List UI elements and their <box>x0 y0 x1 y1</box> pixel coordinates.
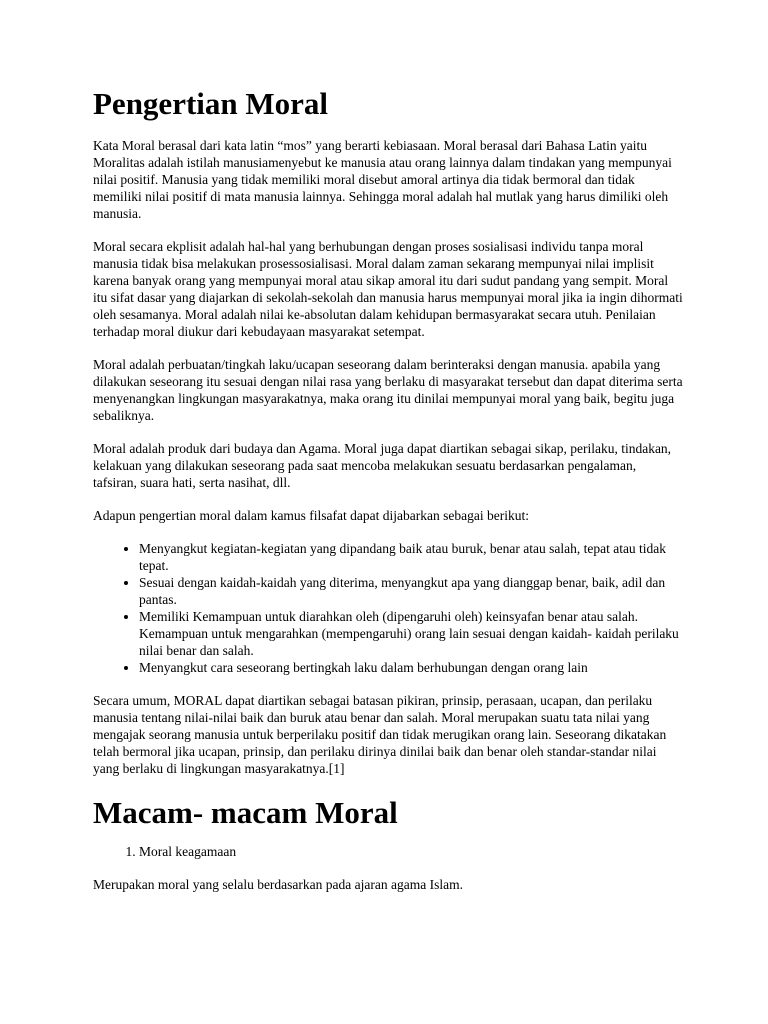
list-item: 1. Moral keagamaan <box>139 843 683 860</box>
paragraph-religious-moral: Merupakan moral yang selalu berdasarkan pada ajaran agama Islam. <box>93 877 463 892</box>
list-item: • Menyangkut cara seseorang bertingkah laku dalam berhubungan dengan orang lain <box>139 659 683 676</box>
paragraph-culture-religion: Moral adalah produk dari budaya dan Agama. Moral juga dapat diartikan sebagai sikap, perilaku, tindakan, kelakuan yang dilakukan seseorang pada saat mencoba melakukan sesuatu berdasarkan pengalaman, tafsiran, suara hati, serta nasihat, dll. <box>93 441 672 490</box>
list-item: • Sesuai dengan kaidah-kaidah yang diterima, menyangkut apa yang dianggap benar, baik, adil dan pantas. <box>139 574 683 608</box>
list-item: • Menyangkut kegiatan-kegiatan yang dipandang baik atau buruk, benar atau salah, tepat atau tidak tepat. <box>139 540 683 574</box>
paragraph-behavior: Moral adalah perbuatan/tingkah laku/ucapan seseorang dalam berinteraksi dengan manusia. apabila yang dilakukan seseorang itu sesuai dengan nilai rasa yang berlaku di masyarakat tersebut dan dapat diterima serta menyenangkan lingkungan masyarakatnya, maka orang itu dinilai mempunyai moral yang baik, begitu juga sebaliknya. <box>93 357 683 423</box>
paragraph-definition: Kata Moral berasal dari kata latin “mos” yang berarti kebiasaan. Moral berasal dari Bahasa Latin yaitu Moralitas adalah istilah manusiamenyebut ke manusia atau orang lainnya dalam tindakan yang mempunyai nilai positif. Manusia yang tidak memiliki moral disebut amoral artinya dia tidak bermoral dan tidak memiliki nilai positif di mata manusia lainnya. Sehingga moral adalah hal mutlak yang harus dimiliki oleh manusia. <box>93 138 672 221</box>
bullet-list <box>93 540 683 676</box>
paragraph-explicit-moral: Moral secara ekplisit adalah hal-hal yang berhubungan dengan proses sosialisasi individu tanpa moral manusia tidak bisa melakukan prosessosialisasi. Moral dalam zaman sekarang mempunyai nilai implisit karena banyak orang yang mempunyai moral atau sikap amoral itu dari sudut pandang yang sempit. Moral itu sifat dasar yang diajarkan di sekolah-sekolah dan manusia harus mempunyai moral jika ia ingin dihormati oleh sesamanya. Moral adalah nilai ke-absolutan dalam kehidupan bermasyarakat secara utuh. Penilaian terhadap moral diukur dari kebudayaan masyarakat setempat. <box>93 239 683 339</box>
list-item: • Memiliki Kemampuan untuk diarahkan oleh (dipengaruhi oleh) keinsyafan benar atau salah. Kemampuan untuk mengarahkan (mempengaruhi) orang lain sesuai dengan kaidah- kaidah perilaku nilai benar dan salah. <box>139 608 683 659</box>
document-page <box>93 84 683 909</box>
section-heading-pengertian-moral: Pengertian Moral <box>93 86 329 121</box>
section-heading-macam-moral: Macam- macam Moral <box>93 795 398 830</box>
numbered-list <box>93 843 683 860</box>
paragraph-philosophy-intro: Adapun pengertian moral dalam kamus filsafat dapat dijabarkan sebagai berikut: <box>93 508 529 523</box>
paragraph-general-meaning: Secara umum, MORAL dapat diartikan sebagai batasan pikiran, prinsip, perasaan, ucapan, dan perilaku manusia tentang nilai-nilai baik dan buruk atau benar dan salah. Moral merupakan suatu tata nilai yang mengajak seorang manusia untuk berperilaku positif dan tidak merugikan orang lain. Seseorang dikatakan telah bermoral jika ucapan, prinsip, dan perilaku dirinya dinilai baik dan benar oleh standar-standar nilai yang berlaku di lingkungan masyarakatnya.[1] <box>93 693 667 776</box>
